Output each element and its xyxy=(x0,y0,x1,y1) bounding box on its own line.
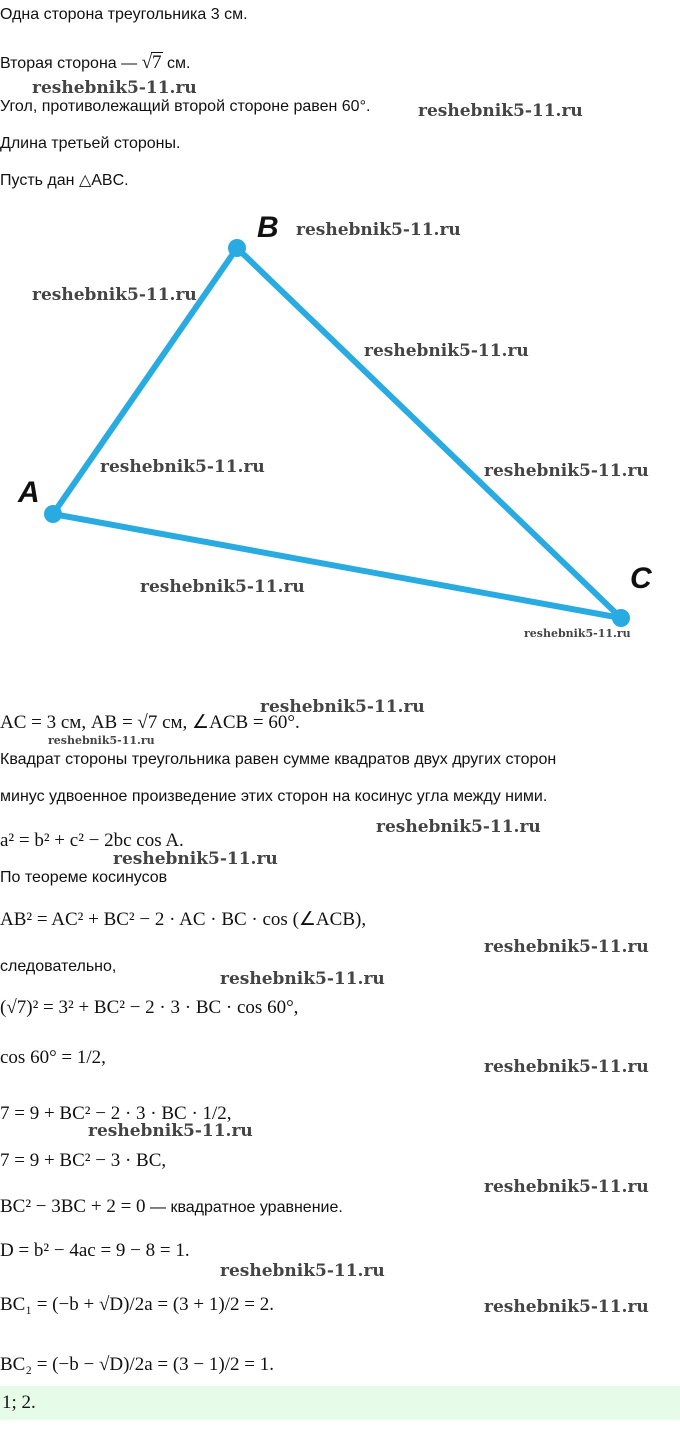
watermark: reshebnik5-11.ru xyxy=(484,1297,649,1317)
watermark: reshebnik5-11.ru xyxy=(220,1261,385,1281)
equation-6 xyxy=(0,1196,343,1218)
consequently-label: следовательно, xyxy=(0,958,117,975)
vertex-a-point xyxy=(44,505,62,523)
vertex-c-label: C xyxy=(630,562,652,595)
vertex-c-point xyxy=(612,609,630,627)
problem-line-2: Вторая сторона — √7 см. xyxy=(0,52,191,73)
by-theorem-label: По теореме косинусов xyxy=(0,869,168,886)
answer-box xyxy=(0,1386,680,1420)
problem-line-1: Одна сторона треугольника 3 см. xyxy=(0,6,248,23)
problem-line-2-prefix: Вторая сторона — xyxy=(0,55,142,72)
equation-3: cos 60° = 1/2, xyxy=(0,1047,106,1068)
cosine-formula: a² = b² + c² − 2bc cos A. xyxy=(0,830,184,851)
watermark: reshebnik5-11.ru xyxy=(484,937,649,957)
watermark: reshebnik5-11.ru xyxy=(140,577,305,597)
solution-let: Пусть дан △ABC. xyxy=(0,172,129,189)
triangle-diagram xyxy=(0,200,680,650)
watermark: reshebnik5-11.ru xyxy=(364,341,529,361)
equation-8-root-1: BC₁ = (−b + √D)/2a = (3 + 1)/2 = 2. xyxy=(0,1294,274,1315)
problem-line-3: Угол, противолежащий второй стороне равен 60°. xyxy=(0,98,371,115)
theorem-line-1: Квадрат стороны треугольника равен сумме квадратов двух других сторон xyxy=(0,751,557,768)
watermark: reshebnik5-11.ru xyxy=(32,78,197,98)
given-line: AC = 3 см, AB = √7 см, ∠ACB = 60°. xyxy=(0,712,300,733)
vertex-b-label: B xyxy=(257,211,279,244)
equation-6-math: BC² − 3BC + 2 = 0 xyxy=(0,1196,146,1217)
equation-6-text: — квадратное уравнение. xyxy=(145,1199,343,1216)
watermark: reshebnik5-11.ru xyxy=(32,285,197,305)
vertex-b-point xyxy=(228,239,246,257)
watermark: reshebnik5-11.ru xyxy=(220,969,385,989)
problem-line-2-suffix: см. xyxy=(162,55,191,72)
watermark: reshebnik5-11.ru xyxy=(484,1057,649,1077)
equation-1: AB² = AC² + BC² − 2 · AC · BC · cos (∠ACB), xyxy=(0,909,367,930)
equation-5: 7 = 9 + BC² − 3 · BC, xyxy=(0,1150,167,1171)
equation-2: (√7)² = 3² + BC² − 2 · 3 · BC · cos 60°, xyxy=(0,997,299,1018)
equation-4: 7 = 9 + BC² − 2 · 3 · BC · 1/2, xyxy=(0,1103,232,1124)
vertex-a-label: A xyxy=(18,476,40,509)
watermark: reshebnik5-11.ru xyxy=(296,220,461,240)
equation-9-root-2: BC₂ = (−b − √D)/2a = (3 − 1)/2 = 1. xyxy=(0,1354,274,1375)
watermark: reshebnik5-11.ru xyxy=(484,1177,649,1197)
watermark: reshebnik5-11.ru xyxy=(524,627,631,640)
watermark: reshebnik5-11.ru xyxy=(88,1121,253,1141)
watermark: reshebnik5-11.ru xyxy=(260,697,425,717)
watermark: reshebnik5-11.ru xyxy=(376,817,541,837)
equation-7-discriminant: D = b² − 4ac = 9 − 8 = 1. xyxy=(0,1240,190,1261)
watermark: reshebnik5-11.ru xyxy=(113,849,278,869)
theorem-line-2: минус удвоенное произведение этих сторон на косинус угла между ними. xyxy=(0,788,548,805)
watermark: reshebnik5-11.ru xyxy=(100,457,265,477)
watermark: reshebnik5-11.ru xyxy=(48,734,155,747)
problem-line-4: Длина третьей стороны. xyxy=(0,135,181,152)
problem-line-2-radicand: 7 xyxy=(152,52,162,73)
watermark: reshebnik5-11.ru xyxy=(418,101,583,121)
watermark: reshebnik5-11.ru xyxy=(484,461,649,481)
answer-text: 1; 2. xyxy=(2,1392,36,1413)
